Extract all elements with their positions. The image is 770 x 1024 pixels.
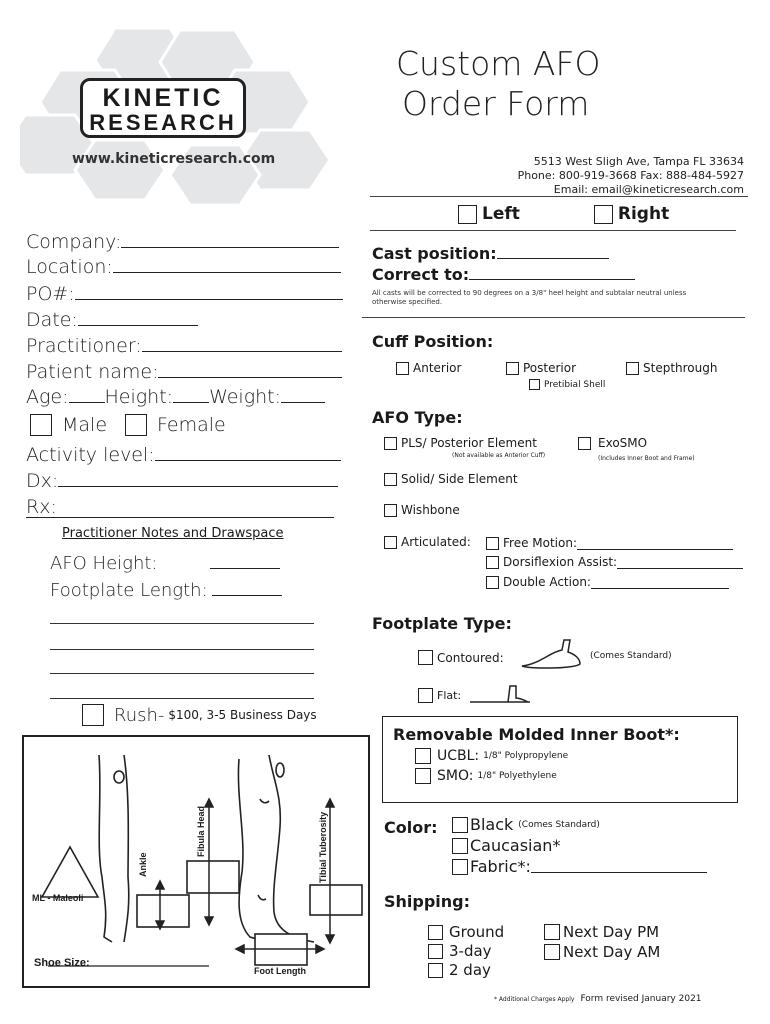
footplate-title: Footplate Type: <box>372 614 512 633</box>
solid-option[interactable] <box>384 472 518 486</box>
sex-row <box>30 414 226 436</box>
wishbone-checkbox[interactable] <box>384 504 397 517</box>
email-text: Email: email@kineticresearch.com <box>553 183 744 196</box>
company-label: Company: <box>26 231 122 253</box>
po-field[interactable] <box>75 299 343 300</box>
shoe-size-label: Shoe Size: <box>34 957 90 969</box>
exosmo-label: ExoSMO <box>598 436 648 450</box>
pls-option[interactable] <box>384 436 537 450</box>
weight-field[interactable] <box>281 402 325 403</box>
po-label: PO#: <box>26 283 75 305</box>
contact-block <box>518 155 744 197</box>
ucbl-detail: 1/8" Polypropylene <box>483 751 569 761</box>
flat-checkbox[interactable] <box>418 688 433 703</box>
next-day-pm-checkbox[interactable] <box>544 924 560 940</box>
measurement-diagram <box>22 735 370 988</box>
caucasian-option[interactable] <box>452 836 560 855</box>
female-label: Female <box>157 414 226 436</box>
solid-label: Solid/ Side Element <box>401 472 518 486</box>
next-day-pm-option[interactable] <box>544 923 659 941</box>
three-day-option[interactable] <box>428 942 492 960</box>
cast-note: All casts will be corrected to 90 degrees on a 3/8" heel height and subtalar neutral unless otherwise specified. <box>372 289 687 306</box>
dorsiflexion-option[interactable] <box>486 555 743 569</box>
location-row <box>26 256 341 278</box>
cuff-title: Cuff Position: <box>372 332 494 351</box>
additional-charges-note: * Additional Charges Apply <box>494 996 575 1003</box>
pretibial-checkbox[interactable] <box>529 379 540 390</box>
dorsiflexion-field[interactable] <box>617 568 743 569</box>
footplate-length-field[interactable] <box>212 595 282 596</box>
pls-checkbox[interactable] <box>384 437 397 450</box>
three-day-label: 3-day <box>449 942 492 960</box>
black-option[interactable] <box>452 815 600 834</box>
double-action-field[interactable] <box>591 588 729 589</box>
company-field[interactable] <box>121 247 339 248</box>
articulated-checkbox[interactable] <box>384 536 397 549</box>
cuff-posterior-option[interactable] <box>506 361 576 375</box>
next-day-am-label: Next Day AM <box>563 943 661 961</box>
articulated-label: Articulated: <box>401 535 471 549</box>
contoured-label: Contoured: <box>437 650 504 665</box>
cast-position-label: Cast position: <box>372 244 497 263</box>
free-motion-label: Free Motion: <box>503 536 578 550</box>
afo-height-field[interactable] <box>210 568 280 569</box>
free-motion-option[interactable] <box>486 536 733 550</box>
form-title <box>396 44 600 124</box>
contoured-checkbox[interactable] <box>418 650 433 665</box>
smo-label: SMO: <box>437 768 474 784</box>
rush-row <box>82 704 317 726</box>
double-action-label: Double Action: <box>503 575 591 589</box>
stepthrough-label: Stepthrough <box>643 361 718 375</box>
date-row <box>26 309 198 331</box>
cuff-pretibial-option[interactable] <box>529 379 605 390</box>
two-day-option[interactable] <box>428 961 491 979</box>
footer <box>494 994 702 1004</box>
male-checkbox[interactable] <box>30 414 52 436</box>
posterior-label: Posterior <box>523 361 577 375</box>
pretibial-label: Pretibial Shell <box>544 379 606 390</box>
rush-checkbox[interactable] <box>82 704 104 726</box>
male-label: Male <box>62 414 108 436</box>
correct-to-row <box>372 265 635 284</box>
side-select <box>458 204 669 224</box>
three-day-checkbox[interactable] <box>428 944 443 959</box>
smo-detail: 1/8" Polyethylene <box>477 771 557 781</box>
tibial-tuberosity-label: Tibial Tuberosity <box>318 811 328 883</box>
caucasian-label: Caucasian* <box>470 836 561 855</box>
next-day-am-option[interactable] <box>544 943 660 961</box>
ground-option[interactable] <box>428 923 504 941</box>
black-label: Black <box>470 815 514 834</box>
stepthrough-checkbox[interactable] <box>626 362 639 375</box>
smo-option[interactable] <box>415 768 557 784</box>
two-day-label: 2 day <box>449 961 491 979</box>
wishbone-option[interactable] <box>384 503 460 517</box>
height-label: Height: <box>104 386 174 408</box>
ucbl-option[interactable] <box>415 748 568 764</box>
solid-checkbox[interactable] <box>384 473 397 486</box>
activity-label: Activity level: <box>26 444 155 466</box>
side-divider <box>370 230 736 231</box>
pls-label: PLS/ Posterior Element <box>401 436 537 450</box>
rush-label: Rush- <box>114 704 165 726</box>
ucbl-checkbox[interactable] <box>415 748 431 764</box>
website-link[interactable]: www.kineticresearch.com <box>72 151 276 167</box>
cuff-anterior-option[interactable] <box>396 361 461 375</box>
smo-checkbox[interactable] <box>415 768 431 784</box>
correct-to-label: Correct to: <box>372 265 470 284</box>
ml-maleoli-label: ML - Maleoli <box>32 893 84 903</box>
afo-type-title: AFO Type: <box>372 408 463 427</box>
form-revised-text: Form revised January 2021 <box>580 994 702 1004</box>
exosmo-note: (Includes Inner Boot and Frame) <box>598 455 695 462</box>
po-row <box>26 283 343 305</box>
footplate-length-row <box>50 580 282 601</box>
fibula-head-label: Fibula Head <box>196 805 206 857</box>
cuff-stepthrough-option[interactable] <box>626 361 717 375</box>
patient-name-label: Patient name: <box>26 361 159 383</box>
form-title-line-2: Order Form <box>402 84 590 123</box>
dorsiflexion-label: Dorsiflexion Assist: <box>503 555 618 569</box>
inner-boot-title: Removable Molded Inner Boot*: <box>393 725 680 744</box>
notes-title: Practitioner Notes and Drawspace <box>62 526 284 541</box>
notes-line-1[interactable] <box>50 623 314 624</box>
header-divider <box>370 196 748 197</box>
leg-diagram-drawing <box>24 737 368 986</box>
address-text: 5513 West Sligh Ave, Tampa FL 33634 <box>533 155 744 168</box>
company-logo <box>80 78 246 138</box>
exosmo-checkbox[interactable] <box>578 437 591 450</box>
fabric-option[interactable] <box>452 857 707 876</box>
contoured-option[interactable] <box>418 650 504 665</box>
next-day-pm-label: Next Day PM <box>563 923 660 941</box>
flat-label: Flat: <box>437 689 462 702</box>
shipping-title: Shipping: <box>384 892 471 911</box>
dx-label: Dx: <box>26 470 59 492</box>
left-label: Left <box>482 204 520 224</box>
female-checkbox[interactable] <box>125 414 147 436</box>
ground-label: Ground <box>449 923 505 941</box>
notes-line-4[interactable] <box>50 698 314 699</box>
company-row <box>26 231 339 253</box>
afo-height-row <box>50 553 280 574</box>
right-label: Right <box>617 204 670 224</box>
date-label: Date: <box>26 309 78 331</box>
caucasian-checkbox[interactable] <box>452 838 468 854</box>
next-day-am-checkbox[interactable] <box>544 944 560 960</box>
ground-checkbox[interactable] <box>428 925 443 940</box>
date-field[interactable] <box>78 325 198 326</box>
fabric-label: Fabric*: <box>470 857 531 876</box>
cast-position-row <box>372 244 609 263</box>
two-day-checkbox[interactable] <box>428 963 443 978</box>
age-height-weight-row <box>26 386 325 408</box>
shoe-size-field[interactable] <box>100 955 208 969</box>
activity-field[interactable] <box>155 460 341 461</box>
color-title: Color: <box>384 818 438 837</box>
rx-label: Rx: <box>26 496 57 518</box>
logo-line-1: KINETIC <box>102 84 224 112</box>
rx-divider <box>26 517 334 518</box>
articulated-option[interactable] <box>384 535 471 549</box>
notes-line-2[interactable] <box>50 649 314 650</box>
flat-footplate-icon <box>468 682 532 706</box>
black-checkbox[interactable] <box>452 817 468 833</box>
activity-row <box>26 444 341 466</box>
cast-divider <box>362 317 745 318</box>
free-motion-field[interactable] <box>577 549 733 550</box>
phone-text: Phone: 800-919-3668 Fax: 888-484-5927 <box>517 169 744 182</box>
form-title-line-1: Custom AFO <box>396 44 601 83</box>
right-checkbox[interactable] <box>594 205 613 224</box>
height-field[interactable] <box>173 402 209 403</box>
dx-field[interactable] <box>58 486 338 487</box>
double-action-option[interactable] <box>486 575 729 589</box>
practitioner-label: Practitioner: <box>26 335 142 357</box>
inner-boot-box <box>382 716 738 803</box>
logo-line-2: RESEARCH <box>89 110 237 135</box>
practitioner-field[interactable] <box>142 351 342 352</box>
location-field[interactable] <box>113 272 341 273</box>
weight-label: Weight: <box>209 386 281 408</box>
anterior-checkbox[interactable] <box>396 362 409 375</box>
ucbl-label: UCBL: <box>437 748 480 764</box>
ankle-label: Ankle <box>138 852 148 877</box>
patient-name-field[interactable] <box>158 377 342 378</box>
free-motion-checkbox[interactable] <box>486 537 499 550</box>
rush-detail: $100, 3-5 Business Days <box>168 708 317 722</box>
practitioner-row <box>26 335 342 357</box>
posterior-checkbox[interactable] <box>506 362 519 375</box>
cast-position-field[interactable] <box>497 258 609 259</box>
age-label: Age: <box>26 386 69 408</box>
correct-to-field[interactable] <box>469 279 635 280</box>
dx-row <box>26 470 338 492</box>
double-action-checkbox[interactable] <box>486 576 499 589</box>
contoured-footplate-icon <box>520 638 582 670</box>
left-checkbox[interactable] <box>458 205 477 224</box>
foot-length-label: Foot Length <box>254 966 306 976</box>
contoured-comes-standard: (Comes Standard) <box>590 651 672 661</box>
fabric-checkbox[interactable] <box>452 859 468 875</box>
black-note: (Comes Standard) <box>518 819 600 830</box>
age-field[interactable] <box>69 402 105 403</box>
patient-name-row <box>26 361 342 383</box>
notes-line-3[interactable] <box>50 673 314 674</box>
location-label: Location: <box>26 256 113 278</box>
fabric-field[interactable] <box>531 872 707 873</box>
footplate-length-label: Footplate Length: <box>50 580 208 601</box>
flat-option[interactable] <box>418 688 461 703</box>
exosmo-option[interactable] <box>578 436 647 450</box>
anterior-label: Anterior <box>413 361 462 375</box>
pls-note: (Not available as Anterior Cuff) <box>452 452 546 459</box>
wishbone-label: Wishbone <box>401 503 460 517</box>
afo-height-label: AFO Height: <box>50 553 158 574</box>
dorsiflexion-checkbox[interactable] <box>486 556 499 569</box>
